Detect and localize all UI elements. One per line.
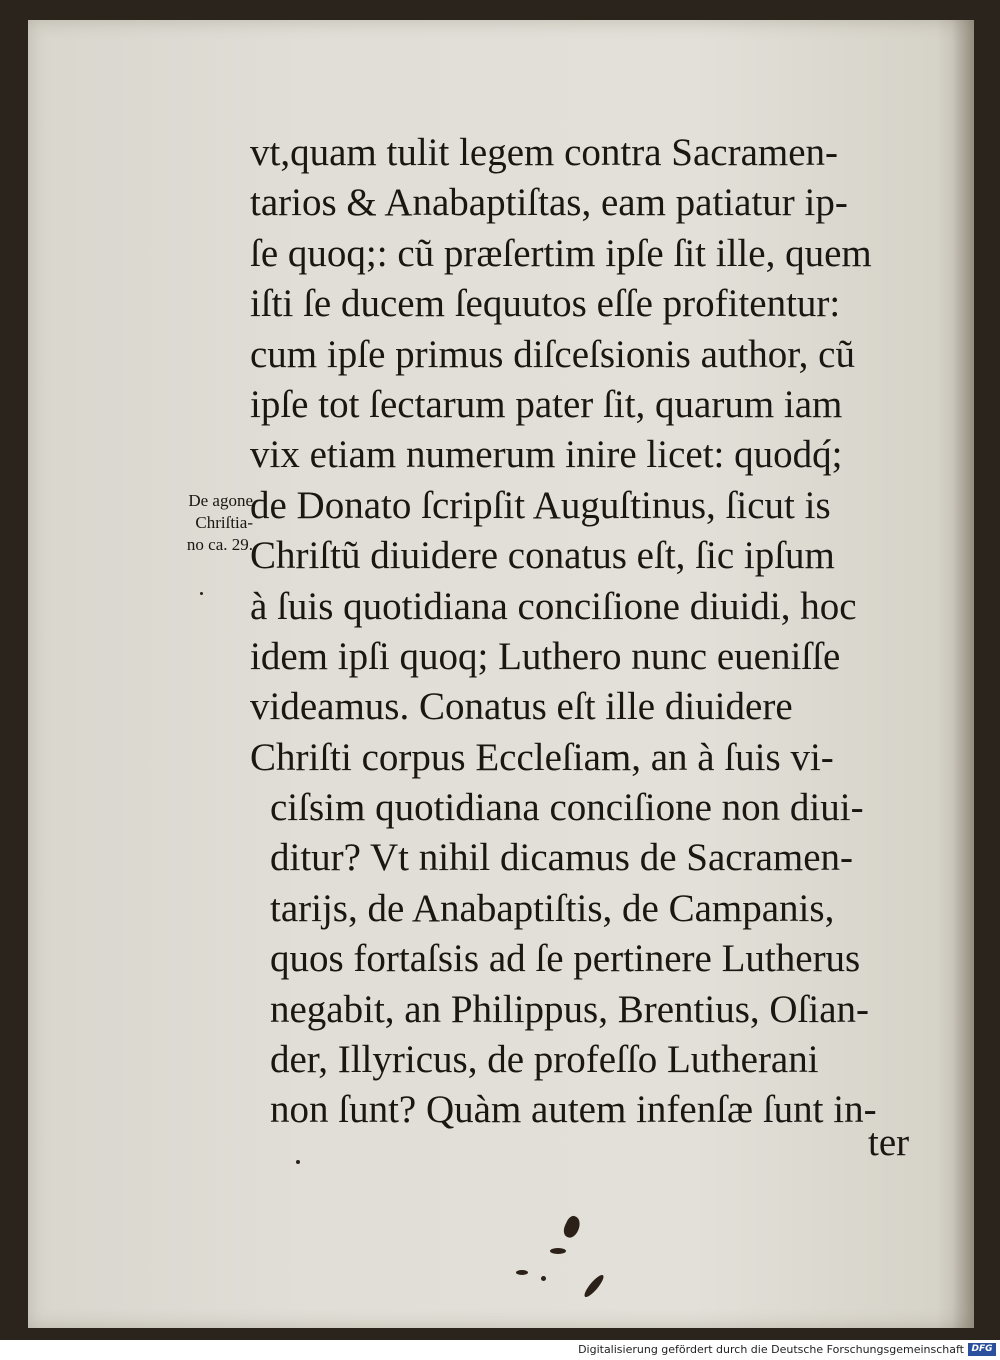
text-line: ipſe tot ſectarum pater ſit, quarum iam [250, 382, 843, 426]
page-gutter-shadow [952, 20, 974, 1328]
text-line: ditur? Vt nihil dicamus de Sacramen- [270, 836, 854, 880]
text-line: quos fortaſsis ad ſe pertinere Lutherus [270, 937, 861, 981]
text-line: Chriſti corpus Eccleſiam, an à ſuis vi- [250, 735, 834, 779]
text-line: vt,quam tulit legem contra Sacramen- [250, 131, 839, 174]
text-line: de Donato ſcripſit Auguſtinus, ſicut is [250, 483, 831, 527]
text-line: cum ipſe primus diſceſsionis author, cũ [250, 332, 855, 376]
text-line: der, Illyricus, de profeſſo Lutherani [270, 1038, 819, 1082]
funding-credit: Digitalisierung gefördert durch die Deutsche Forschungsgemeinschaft [578, 1343, 964, 1356]
marginal-note-line: Chriſtia- [195, 513, 253, 532]
text-line: tarijs, de Anabaptiſtis, de Campanis, [270, 886, 835, 930]
body-text [250, 128, 940, 1136]
ink-mark [541, 1276, 546, 1281]
ink-mark [516, 1270, 528, 1275]
text-line: à ſuis quotidiana conciſione diuidi, hoc [250, 584, 857, 628]
ink-mark [582, 1273, 606, 1300]
text-line: iſti ſe ducem ſequutos eſſe profitentur: [250, 282, 841, 326]
text-line: non ſunt? Quàm autem infenſæ ſunt in- [270, 1088, 877, 1132]
footer-bar [0, 1340, 1000, 1360]
ink-mark [296, 1160, 300, 1164]
text-line: videamus. Conatus eſt ille diuidere [250, 685, 793, 729]
catchword: ter [868, 1121, 910, 1164]
text-line: negabit, an Philippus, Brentius, Oſian- [270, 987, 870, 1031]
ink-mark [550, 1248, 566, 1254]
marginal-note-line: De agone [188, 491, 253, 510]
text-line: idem ipſi quoq; Luthero nunc eueniſſe [250, 634, 841, 678]
ink-mark [561, 1214, 583, 1240]
text-line: ciſsim quotidiana conciſione non diui- [270, 786, 864, 830]
marginal-note-line: no ca. 29. [186, 535, 253, 554]
ink-mark [200, 592, 203, 595]
text-line: ſe quoq;: cũ præſertim ipſe ſit ille, quem [250, 231, 872, 275]
marginal-note [143, 490, 253, 556]
text-line: tarios & Anabaptiſtas, eam patiatur ip- [250, 181, 848, 225]
book-page [28, 20, 974, 1328]
text-line: vix etiam numerum inire licet: quodq́; [250, 433, 843, 477]
text-line: Chriſtũ diuidere conatus eſt, ſic ipſum [250, 534, 835, 578]
dfg-logo-icon: DFG [968, 1343, 996, 1356]
